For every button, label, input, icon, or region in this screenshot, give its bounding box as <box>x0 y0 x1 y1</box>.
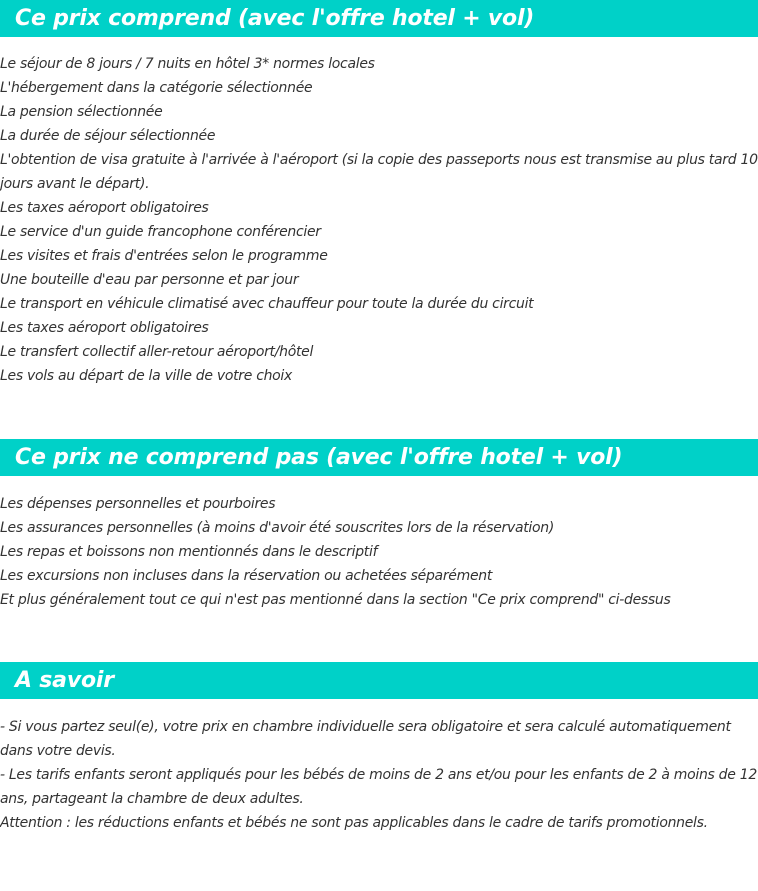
section-to-know <box>0 662 758 835</box>
section-title: Ce prix comprend (avec l'offre hotel + vol) <box>15 6 535 31</box>
list-item: - Les tarifs enfants seront appliqués pour les bébés de moins de 2 ans et/ou pour les enfants de 2 à moins de 12 ans, partageant la chambre de deux adultes. <box>0 767 757 807</box>
list-item: La durée de séjour sélectionnée <box>0 128 216 144</box>
list-item: Une bouteille d'eau par personne et par jour <box>0 272 299 288</box>
list-item: Le service d'un guide francophone conférencier <box>0 224 321 240</box>
list-item: Les taxes aéroport obligatoires <box>0 320 209 336</box>
list-item: Les visites et frais d'entrées selon le programme <box>0 248 328 264</box>
list-item: Les dépenses personnelles et pourboires <box>0 496 276 512</box>
list-item: - Si vous partez seul(e), votre prix en chambre individuelle sera obligatoire et sera calculé automatiquement dans votre devis. <box>0 719 731 759</box>
list-item: Le transfert collectif aller-retour aéroport/hôtel <box>0 344 314 360</box>
list-item: Les repas et boissons non mentionnés dans le descriptif <box>0 544 378 560</box>
to-know-list <box>0 715 758 835</box>
list-item: Les excursions non incluses dans la réservation ou achetées séparément <box>0 568 493 584</box>
section-included <box>0 0 758 388</box>
section-not-included <box>0 439 758 612</box>
included-list <box>0 52 758 388</box>
list-item: L'hébergement dans la catégorie sélectionnée <box>0 80 313 96</box>
section-title: Ce prix ne comprend pas (avec l'offre hotel + vol) <box>15 445 623 470</box>
list-item: Attention : les réductions enfants et bébés ne sont pas applicables dans le cadre de tarifs promotionnels. <box>0 815 708 831</box>
list-item: Le séjour de 8 jours / 7 nuits en hôtel 3* normes locales <box>0 56 375 72</box>
list-item: Les assurances personnelles (à moins d'avoir été souscrites lors de la réservation) <box>0 520 555 536</box>
section-header <box>0 662 758 699</box>
section-header <box>0 439 758 476</box>
list-item: Les vols au départ de la ville de votre choix <box>0 368 293 384</box>
section-title: A savoir <box>15 668 114 693</box>
list-item: Le transport en véhicule climatisé avec chauffeur pour toute la durée du circuit <box>0 296 534 312</box>
list-item: Et plus généralement tout ce qui n'est pas mentionné dans la section "Ce prix comprend" ci-dessus <box>0 592 671 608</box>
list-item: La pension sélectionnée <box>0 104 163 120</box>
not-included-list <box>0 492 758 612</box>
section-header <box>0 0 758 37</box>
list-item: Les taxes aéroport obligatoires <box>0 200 209 216</box>
list-item: L'obtention de visa gratuite à l'arrivée à l'aéroport (si la copie des passeports nous est transmise au plus tard 10 jours avant le départ). <box>0 152 758 192</box>
